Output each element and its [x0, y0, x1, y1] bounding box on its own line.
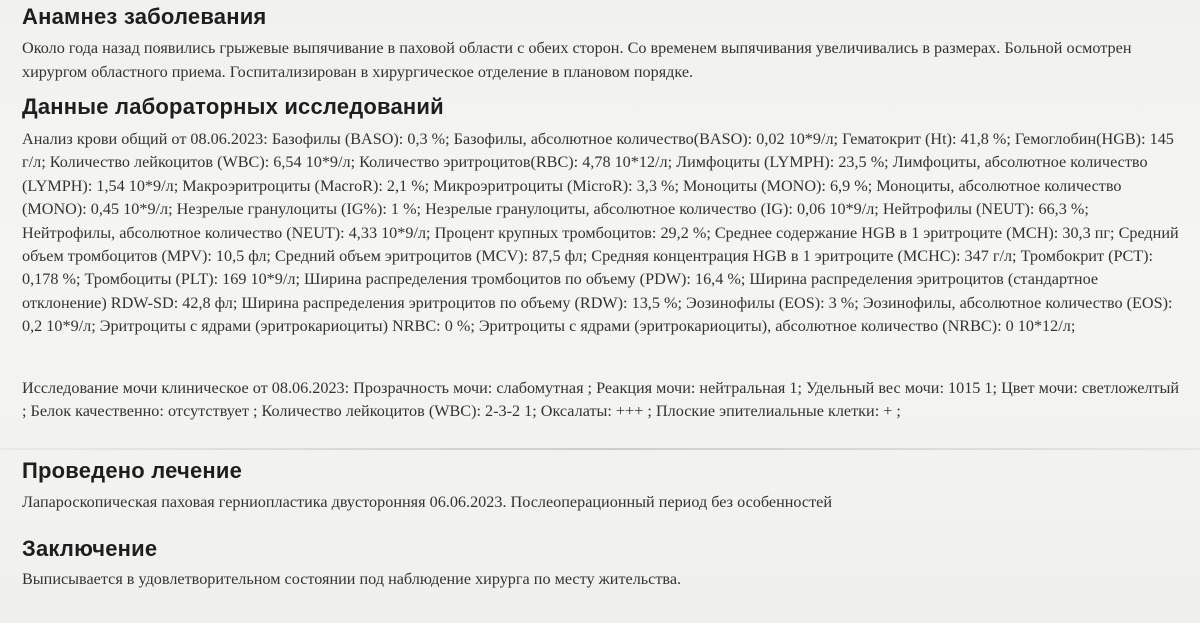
conclusion-text: Выписывается в удовлетворительном состоянии под наблюдение хирурга по месту жительства. — [22, 570, 682, 588]
paper-fold-line — [0, 448, 1200, 450]
lab-heading: Данные лабораторных исследований — [22, 94, 444, 119]
urine-test-text: Исследование мочи клиническое от 08.06.2023: Прозрачность мочи: слабомутная ; Реакция мочи: нейтральная 1; Удельный вес мочи: 1015 1; Цвет мочи: светложелтый ; Белок качественно: отсутствует ; Количество лейкоцитов (WBC): 2-3-2 1; Оксалаты: +++ ; Плоские эпителиальные клетки: + ; — [22, 379, 1180, 421]
anamnesis-text: Около года назад появились грыжевые выпячивание в паховой области с обеих сторон. Со временем выпячивания увеличивались в размерах. Больной осмотрен хирургом областного приема. Госпитализирован в хирургическое отделение в плановом порядке. — [22, 39, 1132, 81]
treatment-heading: Проведено лечение — [22, 458, 243, 483]
anamnesis-heading: Анамнез заболевания — [22, 4, 267, 29]
treatment-text: Лапароскопическая паховая герниопластика двусторонняя 06.06.2023. Послеоперационный период без особенностей — [22, 493, 832, 511]
blood-test-text: Анализ крови общий от 08.06.2023: Базофилы (BASO): 0,3 %; Базофилы, абсолютное количество(BASO): 0,02 10*9/л; Гематокрит (Ht): 41,8 %; Гемоглобин(HGB): 145 г/л; Количество лейкоцитов (WBC): 6,54 10*9/л; Количество эритроцитов(RBC): 4,78 10*12/л; Лимфоциты (LYMPH): 23,5 %; Лимфоциты, абсолютное количество (LYMPH): 1,54 10*9/л; Макроэритроциты (MacroR): 2,1 %; Микроэритроциты (MicroR): 3,3 %; Моноциты (MONO): 6,9 %; Моноциты, абсолютное количество (MONO): 0,45 10*9/л; Незрелые гранулоциты (IG%): 1 %; Незрелые гранулоциты, абсолютное количество (IG): 0,06 10*9/л; Нейтрофилы (NEUT): 66,3 %; Нейтрофилы, абсолютное количество (NEUT): 4,33 10*9/л; Процент крупных тромбоцитов: 29,2 %; Среднее содержание HGB в 1 эритроците (MCH): 30,3 пг; Средний объем тромбоцитов (MPV): 10,5 фл; Средний объем эритроцитов (MCV): 87,5 фл; Средняя концентрация HGB в 1 эритроците (MCHC): 347 г/л; Тромбокрит (PCT): 0,178 %; Тромбоциты (PLT): 169 10*9/л; Ширина распределения тромбоцитов по объему (PDW): 16,4 %; Ширина распределения эритроцитов (стандартное отклонение) RDW-SD: 42,8 фл; Ширина распределения эритроцитов по объему (RDW): 13,5 %; Эозинофилы (EOS): 3 %; Эозинофилы, абсолютное количество (EOS): 0,2 10*9/л; Эритроциты с ядрами (эритрокариоциты) NRBC: 0 %; Эритроциты с ядрами (эритрокариоциты), абсолютное количество (NRBC): 0 10*12/л; — [22, 130, 1179, 336]
conclusion-heading: Заключение — [22, 536, 158, 561]
